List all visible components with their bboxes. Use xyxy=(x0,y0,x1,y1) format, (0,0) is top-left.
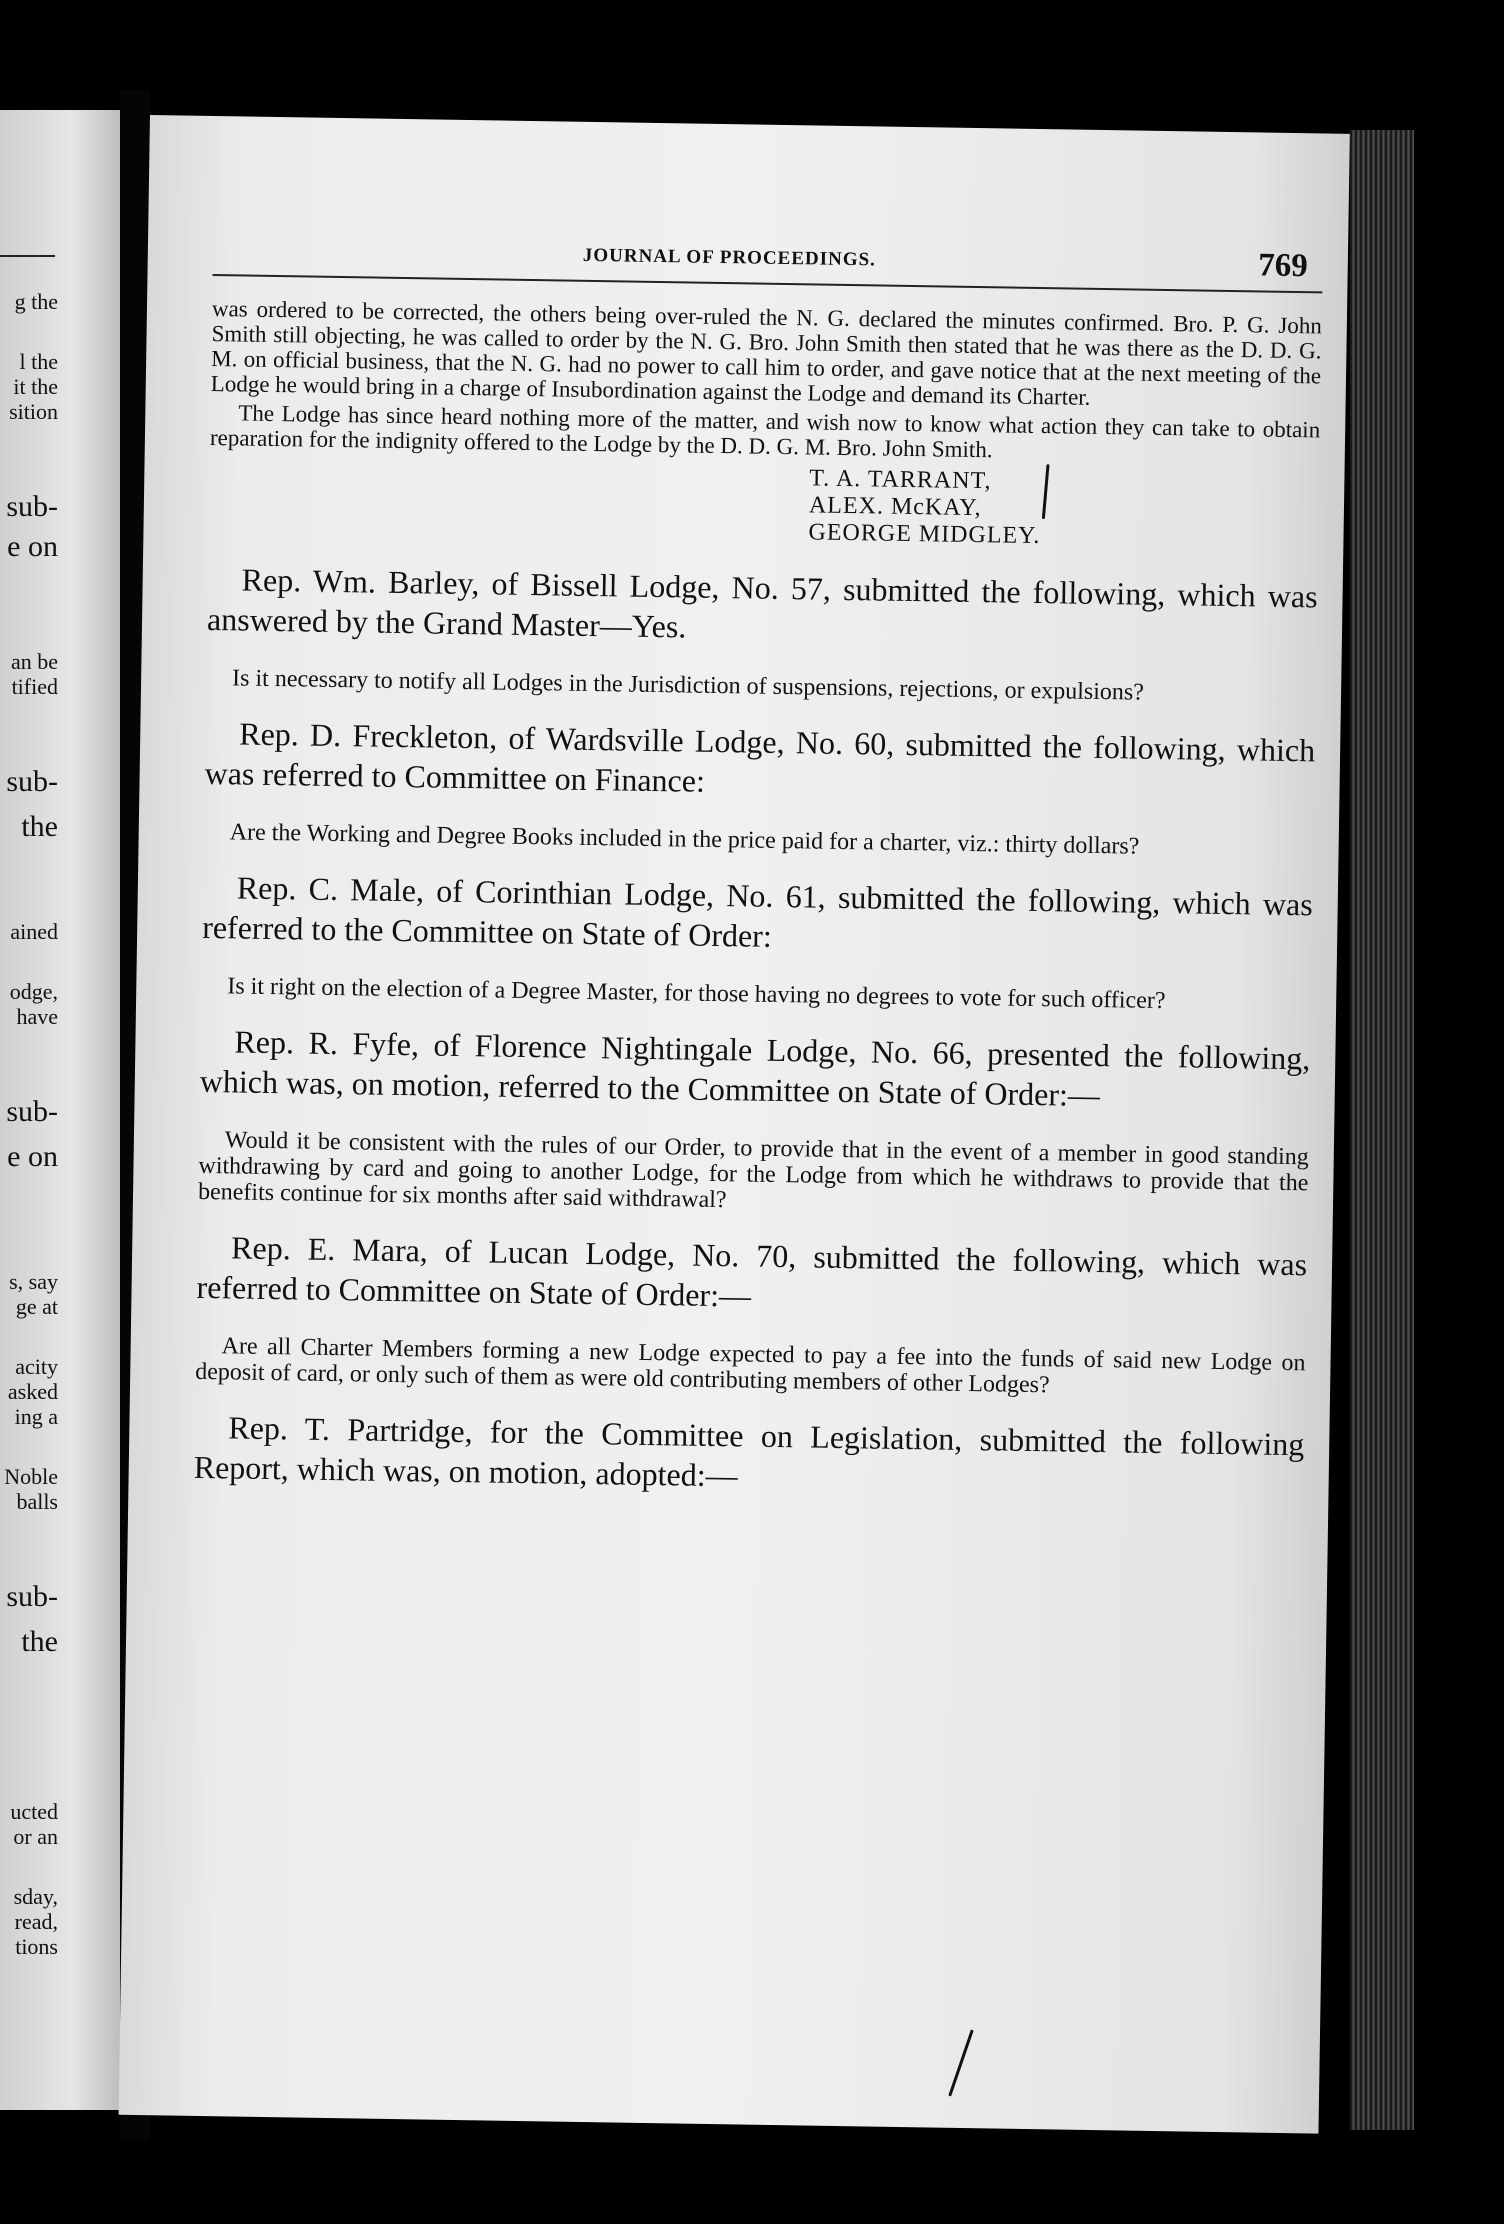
rep-entry: Rep. C. Male, of Corinthian Lodge, No. 61, submitted the following, which was referred to the Committee on State of Order: xyxy=(201,869,1314,954)
facing-page-fragment: balls xyxy=(16,1490,58,1514)
rep-entry: Rep. R. Fyfe, of Florence Nightingale Lodge, No. 66, presented the following, which was, on motion, referred to the Committee on State of Order:— xyxy=(199,1023,1311,1114)
facing-page-fragment: Noble xyxy=(4,1465,58,1489)
facing-page-fragment: sub- xyxy=(6,1585,58,1609)
rep-entry: Rep. Wm. Barley, of Bissell Lodge, No. 57, submitted the following, which was answered by the Grand Master—Yes. xyxy=(206,561,1318,645)
signatory: ALEX. McKAY, xyxy=(808,492,982,522)
facing-page-fragment: e on xyxy=(7,1145,58,1169)
facing-page-fragment: g the xyxy=(14,290,58,314)
facing-page-fragment: acity xyxy=(15,1355,58,1379)
facing-page-fragment: tions xyxy=(15,1935,58,1959)
rep-question: Is it right on the election of a Degree Master, for those having no degrees to vote for such officer? xyxy=(227,973,1166,1015)
signatory: T. A. TARRANT, xyxy=(809,465,992,495)
letter-closing: The Lodge has since heard nothing more of the matter, and wish now to know what action they can take to obtain reparation for the indignity offered to the Lodge by the D. D. G. M. Bro. John Smith. xyxy=(209,400,1321,463)
facing-page-fragment: it the xyxy=(13,375,58,399)
facing-page-fragment: ge at xyxy=(15,1295,58,1319)
facing-page-fragment: an be xyxy=(10,650,58,674)
rep-question: Are the Working and Degree Books included in the price paid for a charter, viz.: thirty dollars? xyxy=(229,819,1140,860)
page-body xyxy=(193,296,1322,1504)
rep-entry: Rep. E. Mara, of Lucan Lodge, No. 70, submitted the following, which was referred to Committee on State of Order:— xyxy=(196,1229,1308,1314)
rep-question: Are all Charter Members forming a new Lodge expected to pay a fee into the funds of said new Lodge on deposit of card, or only such of them as were old contributing members of other Lodges? xyxy=(195,1333,1306,1399)
facing-page-fragment: asked xyxy=(7,1380,58,1404)
facing-page-fragment: the xyxy=(21,815,58,839)
rep-question: Would it be consistent with the rules of our Order, to provide that in the event of a member in good standing withdrawing by card and going to another Lodge, for the Lodge from which he withdraws to provide that the benefits continue for six months after said withdrawal? xyxy=(197,1127,1309,1214)
facing-page-fragment: the xyxy=(21,1630,58,1654)
facing-page-fragment: e on xyxy=(7,535,58,559)
rep-question: Is it necessary to notify all Lodges in the Jurisdiction of suspensions, rejections, or expulsions? xyxy=(231,665,1145,706)
final-rep-entry: Rep. T. Partridge, for the Committee on Legislation, submitted the following Report, which was, on motion, adopted:— xyxy=(193,1409,1305,1494)
facing-page-fragment: l the xyxy=(19,350,58,374)
facing-page-fragment: sday, xyxy=(13,1885,58,1909)
facing-page-edge xyxy=(0,110,120,2110)
facing-page-fragment: ained xyxy=(10,920,58,944)
page-number: 769 xyxy=(1257,247,1309,285)
facing-page-fragment: odge, xyxy=(9,980,58,1004)
facing-page-fragment: sub- xyxy=(6,770,58,794)
facing-page-fragment: sition xyxy=(9,400,58,424)
facing-page-rule xyxy=(0,255,55,257)
facing-page-fragment: s, say xyxy=(9,1270,58,1294)
facing-page-fragment: read, xyxy=(14,1910,58,1934)
running-header xyxy=(213,231,1323,288)
facing-page-fragment: tified xyxy=(11,675,58,699)
journal-title: JOURNAL OF PROCEEDINGS. xyxy=(582,244,877,271)
rep-entry: Rep. D. Freckleton, of Wardsville Lodge, No. 60, submitted the following, which was referred to Committee on Finance: xyxy=(204,715,1316,799)
book-page xyxy=(119,115,1350,2134)
letter-continuation: was ordered to be corrected, the others being over-ruled the N. G. declared the minutes confirmed. Bro. P. G. John Smith still objecting, he was called to order by the N. G. Bro. John Smith then stated that he was there as the D. D. G. M. on official business, that the N. G. had no power to call him to order, and gave notice that at the next meeting of the Lodge he would bring in a charge of Insubordination against the Lodge and demand its Charter. xyxy=(210,295,1323,410)
facing-page-fragment: have xyxy=(16,1005,58,1029)
signatories xyxy=(808,465,1319,554)
facing-page-fragment: sub- xyxy=(6,495,58,519)
facing-page-fragment: sub- xyxy=(6,1100,58,1124)
facing-page-fragment: or an xyxy=(13,1825,58,1849)
page-edges xyxy=(1350,130,1414,2130)
facing-page-fragment: ing a xyxy=(14,1405,58,1429)
pencil-mark xyxy=(948,2029,974,2096)
facing-page-fragment: ucted xyxy=(10,1800,58,1824)
signatory: GEORGE MIDGLEY. xyxy=(808,519,1041,550)
